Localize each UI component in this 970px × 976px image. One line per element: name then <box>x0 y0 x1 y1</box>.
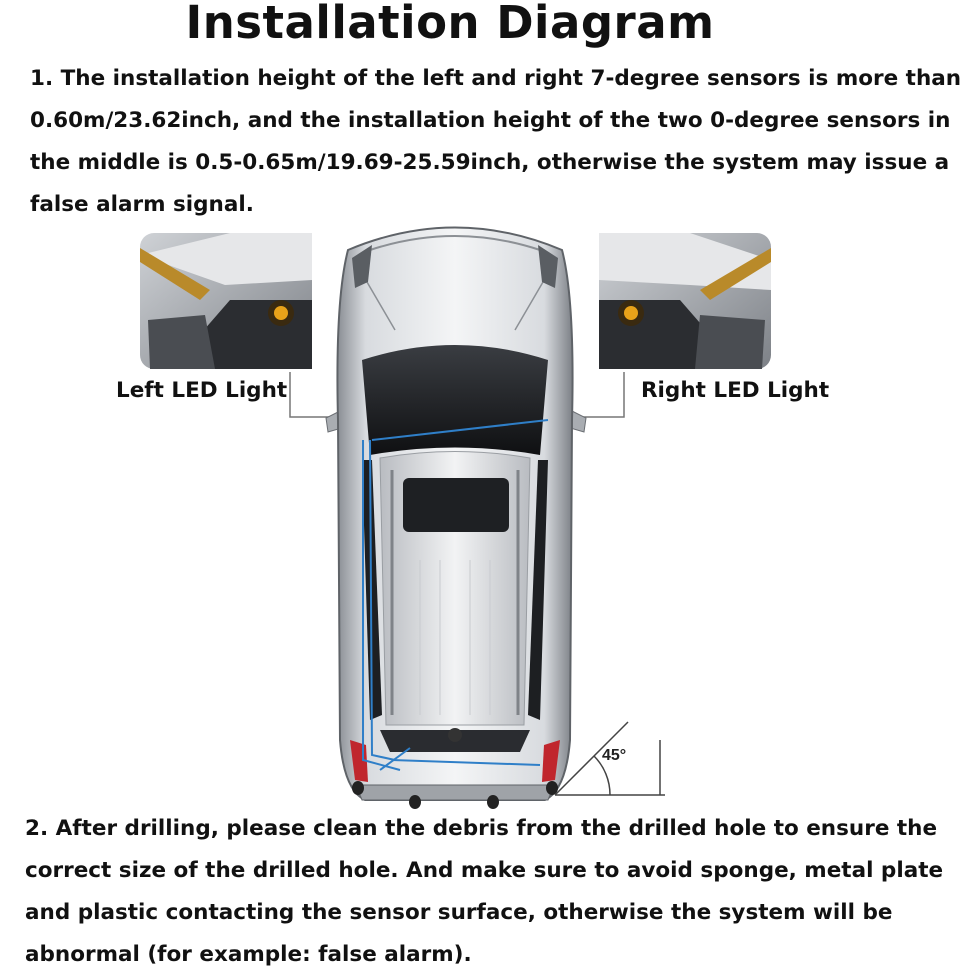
page-title: Installation Diagram <box>185 0 715 49</box>
sensor-icon <box>487 795 499 809</box>
car-top-view <box>326 228 586 810</box>
right-leader-line <box>583 372 624 417</box>
instruction-height: 1. The installation height of the left and right 7-degree sensors is more than 0.60m/23.62inch, and the installation height of the two 0-degree sensors in the middle is 0.5-0.65m/19.69-25.59inch, otherwise the system may issue a false alarm signal. <box>30 66 962 217</box>
angle-label: 45° <box>602 747 627 764</box>
left-led-light-label: Left LED Light <box>116 378 288 403</box>
left-led-inset-image <box>140 233 312 369</box>
sensor-icon <box>352 781 364 795</box>
left-leader-line <box>290 372 335 417</box>
instruction-drilling: 2. After drilling, please clean the debris from the drilled hole to ensure the correct size of the drilled hole. And make sure to avoid sponge, metal plate and plastic contacting the sensor surface, otherwise the system will be abnormal (for example: false alarm). <box>25 816 944 967</box>
sensor-icon <box>409 795 421 809</box>
right-led-inset-image <box>599 233 771 369</box>
right-led-light-label: Right LED Light <box>641 378 830 403</box>
